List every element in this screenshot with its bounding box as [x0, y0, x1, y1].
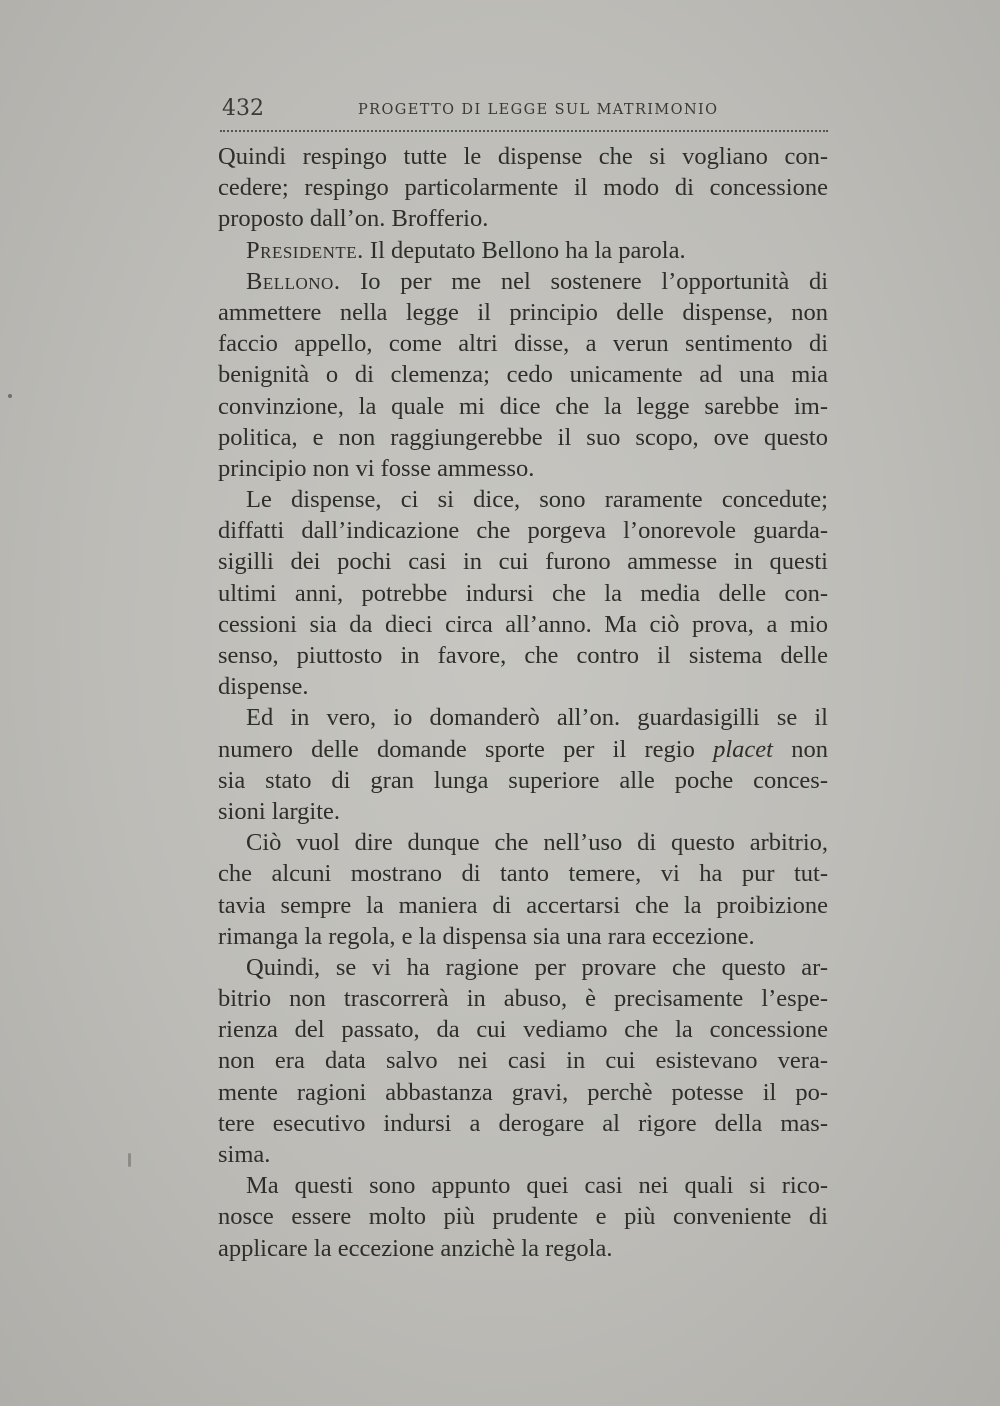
text-line: bitrio non trascorrerà in abuso, è precisamente l’espe-	[218, 985, 828, 1013]
text-line: tere esecutivo indursi a derogare al rigore della mas-	[218, 1109, 828, 1137]
speech-text: Io per me nel sostenere l’opportunità di	[340, 267, 828, 295]
text-line	[218, 235, 828, 266]
text-line: Quindi, se vi ha ragione per provare che questo ar-	[246, 953, 828, 981]
text-line: sigilli dei pochi casi in cui furono ammesse in questi	[218, 548, 828, 576]
text-line: Le dispense, ci si dice, sono raramente concedute;	[246, 486, 828, 514]
text-segment: numero delle domande sporte per il regio	[218, 735, 714, 763]
text-line: cedere; respingo particolarmente il modo di concessione	[218, 174, 828, 202]
text-line: cessioni sia da dieci circa all’anno. Ma ciò prova, a mio	[218, 610, 828, 638]
body-text	[218, 141, 828, 1264]
text-line: proposto dall’on. Brofferio.	[218, 205, 489, 233]
text-line: Ed in vero, io domanderò all’on. guardasigilli se il	[246, 704, 828, 732]
page-header	[220, 96, 828, 132]
text-line	[218, 734, 828, 765]
text-line: ammettere nella legge il principio delle dispense, non	[218, 298, 828, 326]
text-line: politica, e non raggiungerebbe il suo scopo, ove questo	[218, 423, 828, 451]
speaker-name: Bellono.	[246, 267, 341, 295]
text-line	[218, 266, 828, 297]
page-number: 432	[222, 96, 264, 121]
speech-text: Il deputato Bellono ha la parola.	[363, 236, 686, 264]
text-line: principio non vi fosse ammesso.	[218, 454, 535, 482]
text-line: non era data salvo nei casi in cui esistevano vera-	[218, 1047, 828, 1075]
text-line: Ciò vuol dire dunque che nell’uso di questo arbitrio,	[246, 829, 828, 857]
text-line: che alcuni mostrano di tanto temere, vi ha pur tut-	[218, 860, 828, 888]
text-line: benignità o di clemenza; cedo unicamente ad una mia	[218, 361, 828, 389]
text-line: Ma questi sono appunto quei casi nei quali si rico-	[246, 1172, 828, 1200]
text-line: Quindi respingo tutte le dispense che si vogliano con-	[218, 143, 828, 170]
text-line: rimanga la regola, e la dispensa sia una rara eccezione.	[218, 922, 755, 950]
text-line: applicare la eccezione anzichè la regola.	[218, 1234, 613, 1262]
running-title: PROGETTO DI LEGGE SUL MATRIMONIO	[358, 102, 719, 118]
italic-word: placet	[713, 735, 773, 763]
paper-blemish	[128, 1153, 131, 1167]
text-segment: non	[773, 735, 828, 763]
text-line: nosce essere molto più prudente e più conveniente di	[218, 1203, 828, 1231]
text-line: mente ragioni abbastanza gravi, perchè potesse il po-	[218, 1078, 828, 1106]
text-line: faccio appello, come altri disse, a verun sentimento di	[218, 330, 828, 358]
text-line: sia stato di gran lunga superiore alle poche conces-	[218, 766, 828, 794]
text-line: dispense.	[218, 673, 309, 701]
text-line: tavia sempre la maniera di accertarsi che la proibizione	[218, 891, 828, 919]
text-line: ultimi anni, potrebbe indursi che la media delle con-	[218, 579, 828, 607]
speaker-name: Presidente.	[246, 236, 364, 264]
text-line: sima.	[218, 1141, 271, 1168]
text-line: rienza del passato, da cui vediamo che la concessione	[218, 1016, 828, 1044]
text-line: sioni largite.	[218, 797, 341, 825]
paper-speck	[8, 394, 12, 398]
text-line: senso, piuttosto in favore, che contro il sistema delle	[218, 642, 828, 669]
text-line: diffatti dall’indicazione che porgeva l’onorevole guarda-	[218, 517, 828, 545]
text-line: convinzione, la quale mi dice che la legge sarebbe im-	[218, 392, 828, 420]
